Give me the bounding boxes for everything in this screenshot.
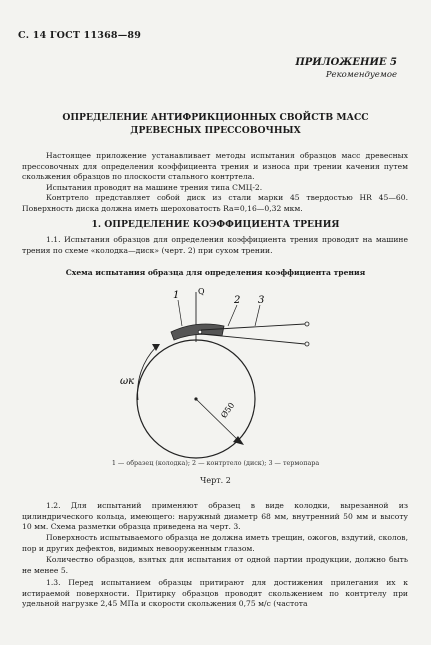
figure-title: Схема испытания образца для определения коэффициента трения <box>65 268 366 277</box>
sample-block <box>171 324 224 340</box>
thermocouple-junction <box>198 330 202 334</box>
leader-2 <box>228 305 237 326</box>
rotation-arrow <box>138 347 156 400</box>
label-3: 3 <box>258 295 265 306</box>
intro-paragraph-1: Настоящее приложение устанавливает методы испытания образцов масс древесных прессовочных для определения коэффициента трения и износа при трении качения путем скольжения образцов по плоскости стального контртела. <box>22 151 408 182</box>
paragraph-count: Количество образцов, взятых для испытания от одной партии продукции, должно быть не менее 5. <box>22 555 408 575</box>
document-title-line-1: ОПРЕДЕЛЕНИЕ АНТИФРИКЦИОННЫХ СВОЙСТВ МАСС <box>62 112 369 123</box>
paragraph-surface: Поверхность испытываемого образца не должна иметь трещин, ожогов, вздутий, сколов, пор и других дефектов, видимых невооруженным глазом. <box>22 533 408 553</box>
figure-caption: Черт. 2 <box>200 476 231 485</box>
leader-1 <box>178 300 182 326</box>
intro-paragraph-2: Испытания проводят на машине трения типа СМЦ-2. <box>46 183 263 192</box>
thermocouple-end-1 <box>305 322 309 326</box>
label-diameter: Ø50 <box>219 400 237 420</box>
label-q: Q <box>198 287 205 296</box>
thermocouple-wire-2 <box>201 334 305 344</box>
paragraph-1-1: 1.1. Испытания образцов для определения коэффициента трения проводят на машине трения по схеме «колодка—диск» (черт. 2) при сухом трении. <box>22 235 408 255</box>
paragraph-1-2: 1.2. Для испытаний применяют образец в виде колодки, вырезанной из цилиндрического кольца, имеющего: наружный диаметр 68 мм, внутренний 50 мм и высоту 10 мм. Схема разметки образца приведена на черт. 3. <box>22 501 408 532</box>
intro-paragraph-3: Контртело представляет собой диск из стали марки 45 твердостью HR 45—60. Поверхность диска должна иметь шероховатость Ra=0,16—0,32 мкм. <box>22 193 408 213</box>
label-2: 2 <box>234 295 241 306</box>
section-1-heading: 1. ОПРЕДЕЛЕНИЕ КОЭФФИЦИЕНТА ТРЕНИЯ <box>91 219 340 230</box>
thermocouple-end-2 <box>305 342 309 346</box>
friction-scheme-drawing <box>100 282 330 462</box>
label-1: 1 <box>173 290 180 301</box>
label-omega: ωк <box>120 376 135 387</box>
appendix-status: Рекомендуемое <box>325 70 397 80</box>
document-title-line-2: ДРЕВЕСНЫХ ПРЕССОВОЧНЫХ <box>130 125 301 136</box>
appendix-title: ПРИЛОЖЕНИЕ 5 <box>295 57 397 68</box>
page-header: С. 14 ГОСТ 11368—89 <box>18 30 142 41</box>
paragraph-1-3: 1.3. Перед испытанием образцы притирают для достижения прилегания их к истираемой поверхности. Притирку образцов проводят скольжением по контртелу при удельной нагрузке 2,45 МПа и скорости скольжения 0,75 м/с (частота <box>22 578 408 609</box>
leader-3 <box>255 305 260 326</box>
figure-legend: 1 — образец (колодка); 2 — контртело (диск); 3 — термопара <box>111 459 320 467</box>
